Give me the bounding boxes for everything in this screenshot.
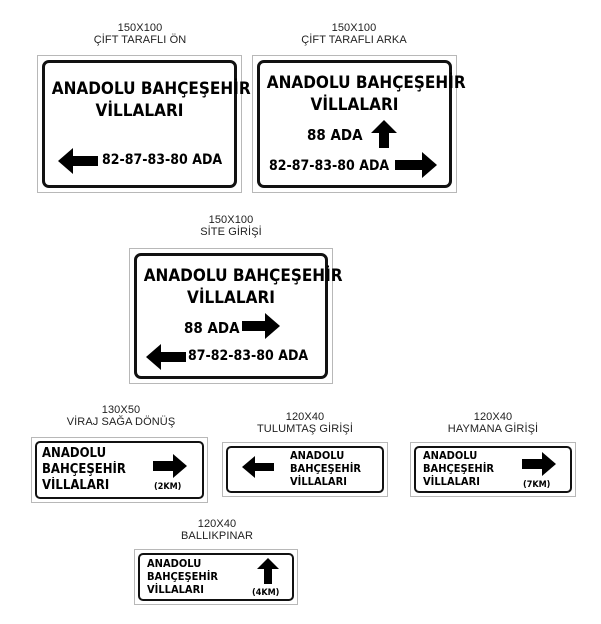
sign-panel [31,437,208,503]
sign-title-line: ANADOLU BAHÇEŞEHİR [143,266,343,286]
sign-size-label: 120X40 [197,518,237,530]
sign-title-line: VİLLALARI [95,101,184,121]
sign-title-line: BAHÇEŞEHİR [147,570,219,583]
sign-caption [222,411,388,435]
sign-type-label: HAYMANA GİRİŞİ [447,423,539,435]
sign-title-line: VİLLALARI [423,475,480,488]
sign-title-line: ANADOLU [147,557,202,570]
route-label: 87-82-83-80 ADA [188,348,309,364]
sign-title-line: BAHÇEŞEHİR [42,462,126,477]
distance-label: (2KM) [154,482,182,492]
route-label: 88 ADA [307,126,363,144]
sign-caption [252,22,456,46]
sign-title-line: VİLLALARI [187,288,275,308]
arrow-right-icon [153,454,187,478]
arrow-right-icon [242,313,280,339]
sign-type-label: TULUMTAŞ GİRİŞİ [256,423,354,435]
sign-size-label: 130X50 [101,404,141,416]
sign-panel [252,55,466,193]
sign-size-label: 150X100 [331,22,377,34]
sign-title-line: ANADOLU [42,446,107,461]
distance-label: (7KM) [523,480,551,490]
sign-panel [37,55,251,193]
sign-title-line: VİLLALARI [42,478,110,493]
sign-caption [30,404,212,428]
sign-caption [134,518,300,542]
sign-panel [222,442,388,497]
sign-panel [129,248,343,384]
sign-title-line: VİLLALARI [290,475,347,488]
sign-size-label: 120X40 [473,411,513,423]
sign-caption [410,411,576,435]
sign-type-label: VİRAJ SAĞA DÖNÜŞ [66,416,176,428]
sign-title-line: VİLLALARI [310,95,399,115]
arrow-left-icon [242,456,274,478]
sign-title-line: ANADOLU BAHÇEŞEHİR [266,73,466,93]
sign-type-label: ÇİFT TARAFLI ARKA [301,34,407,46]
route-label: 82-87-83-80 ADA [269,158,390,174]
route-label: 88 ADA [184,319,240,337]
sign-type-label: SİTE GİRİŞİ [200,226,262,238]
sign-size-label: 150X100 [208,214,254,226]
sign-caption [129,214,333,238]
arrow-right-icon [522,452,556,476]
arrow-right-icon [395,152,437,178]
sign-title-line: ANADOLU [290,449,345,462]
sign-size-label: 150X100 [117,22,163,34]
arrow-up-icon [371,120,397,148]
route-label: 82-87-83-80 ADA [102,152,223,168]
sign-title-line: VİLLALARI [147,583,204,596]
sign-title-line: ANADOLU [423,449,478,462]
sign-title-line: BAHÇEŞEHİR [290,462,362,475]
arrow-left-icon [146,344,186,370]
sign-title-line: ANADOLU BAHÇEŞEHİR [51,79,251,99]
arrow-up-icon [257,558,279,584]
sign-type-label: BALLIKPINAR [180,530,254,542]
distance-label: (4KM) [252,588,280,598]
sign-panel [134,549,298,605]
sign-panel [410,442,576,497]
sign-size-label: 120X40 [285,411,325,423]
sign-type-label: ÇİFT TARAFLI ÖN [93,34,187,46]
arrow-left-icon [58,148,98,174]
sign-caption [38,22,242,46]
sign-title-line: BAHÇEŞEHİR [423,462,495,475]
